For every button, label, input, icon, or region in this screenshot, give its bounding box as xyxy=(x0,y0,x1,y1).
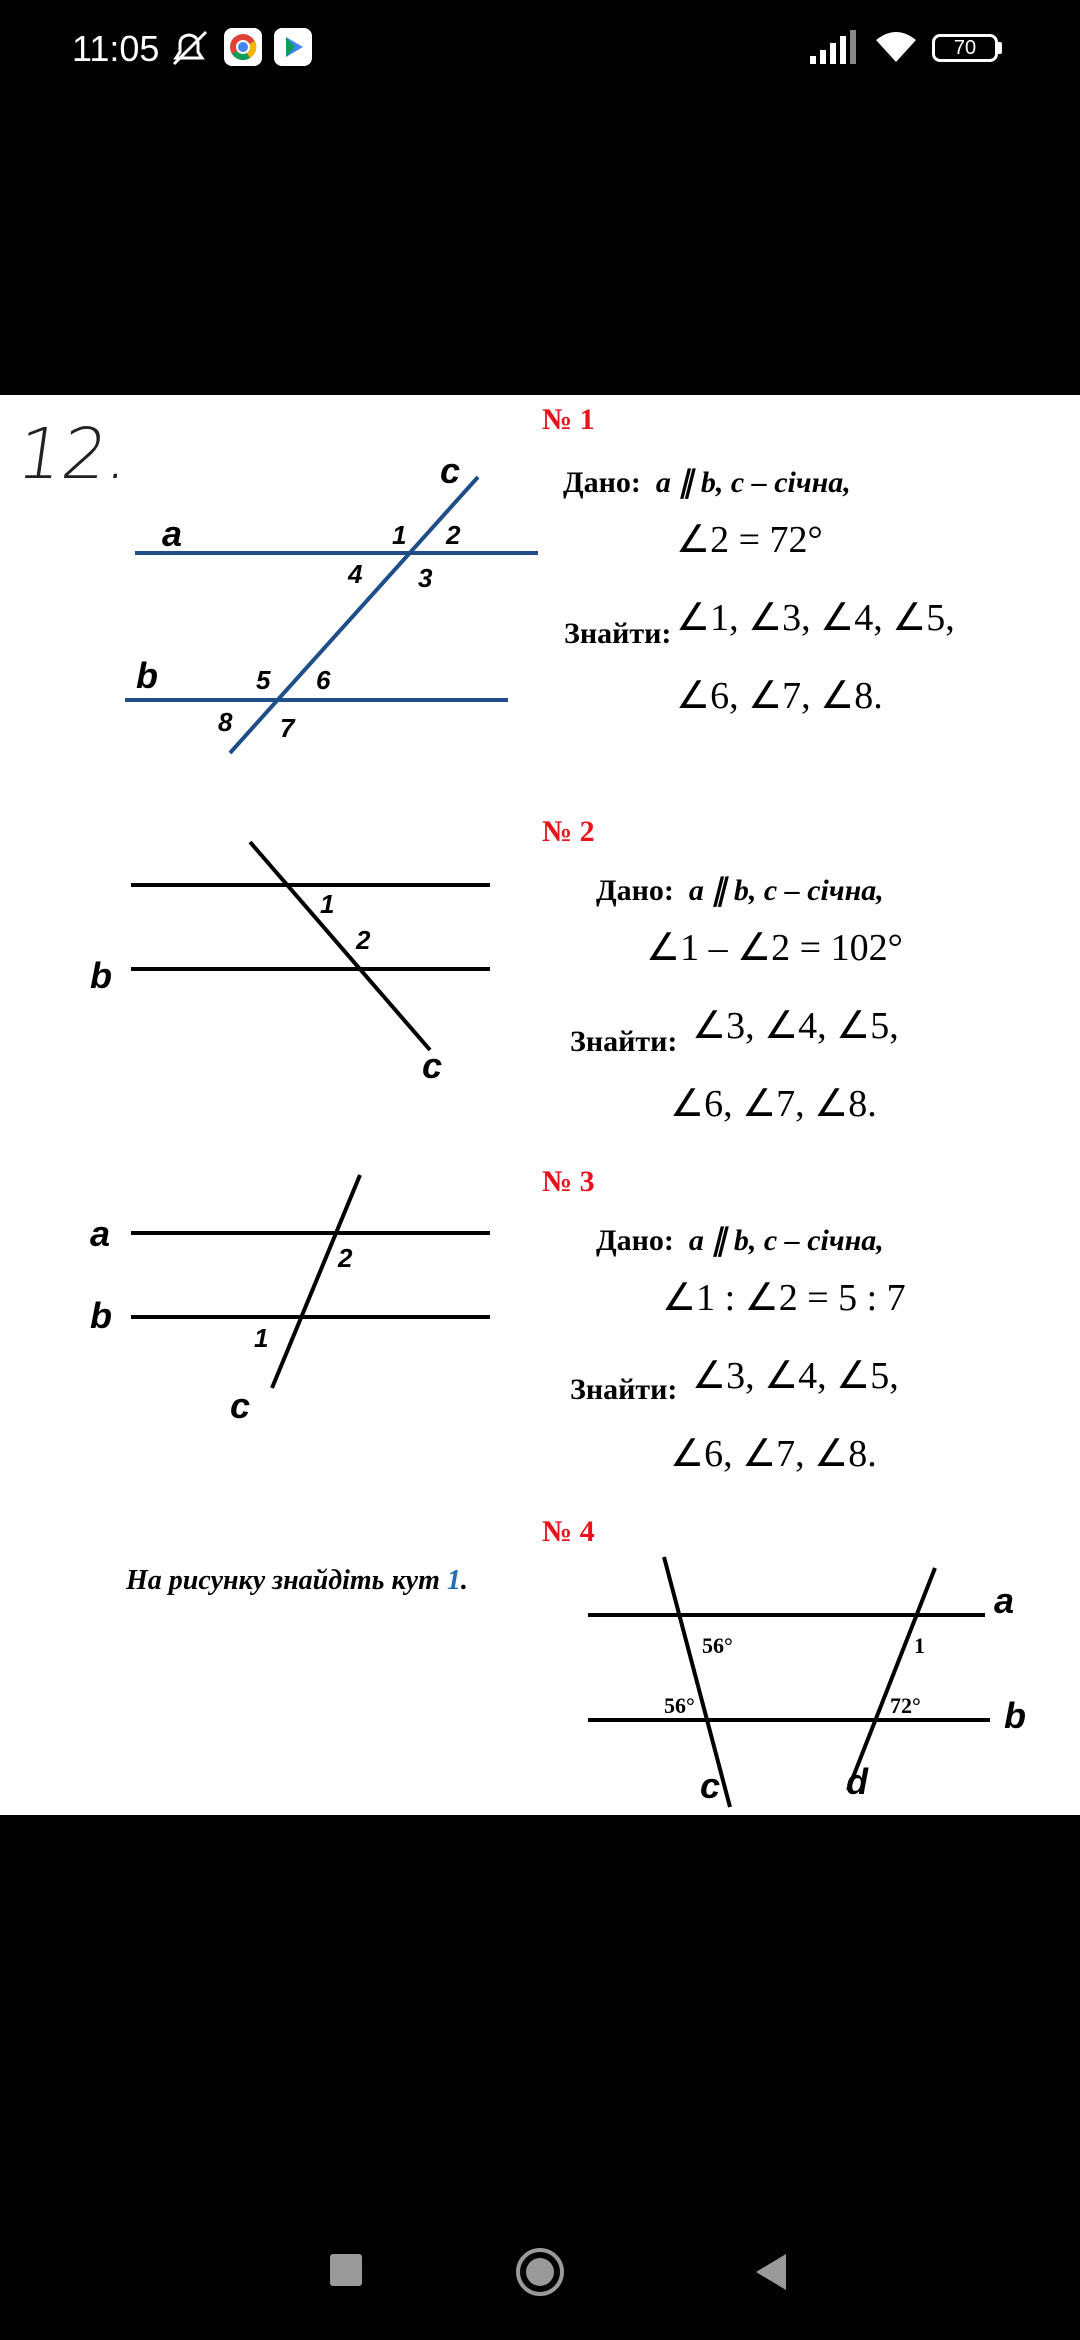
angle-72: 72° xyxy=(890,1693,921,1718)
problem-1-find-line2: ∠6, ∠7, ∠8. xyxy=(676,675,883,717)
label-c: c xyxy=(700,1765,721,1806)
angle-label-5: 5 xyxy=(256,665,271,695)
figure-1 xyxy=(125,477,538,753)
problem-3-find-line2: ∠6, ∠7, ∠8. xyxy=(670,1433,877,1475)
problem-1-find-label: Знайти: xyxy=(564,617,672,650)
problem-4-number: № 4 xyxy=(542,1515,595,1548)
given-text: a ∥ b, c – січна, xyxy=(688,874,884,907)
problem-2-given xyxy=(596,873,884,908)
figure-4 xyxy=(588,1557,990,1807)
problem-2-find-line1: ∠3, ∠4, ∠5, xyxy=(692,1005,899,1047)
angle-label-4: 4 xyxy=(348,559,363,589)
angle-label-2: 2 xyxy=(356,925,371,955)
problem-2-find-label: Знайти: xyxy=(570,1025,678,1058)
given-text: a ∥ b, c – січна, xyxy=(688,1224,884,1257)
label-c: c xyxy=(422,1045,443,1086)
problem-3-number: № 3 xyxy=(542,1165,595,1198)
back-button[interactable] xyxy=(752,2252,788,2292)
handwritten-number: 12. xyxy=(12,413,136,495)
label-b: b xyxy=(90,1295,112,1336)
angle-label-1: 1 xyxy=(392,520,407,550)
angle-label-1: 1 xyxy=(914,1633,925,1658)
figure-3 xyxy=(131,1175,490,1388)
problem-1-given-value: ∠2 = 72° xyxy=(676,519,823,561)
play-store-icon xyxy=(274,28,312,66)
battery-tip xyxy=(998,42,1002,54)
angle-56-bottom: 56° xyxy=(664,1693,695,1718)
line-d xyxy=(848,1568,935,1790)
angle-label-6: 6 xyxy=(316,665,331,695)
problem-4-task xyxy=(126,1565,468,1597)
signal-icon xyxy=(808,28,858,66)
problem-1-given xyxy=(563,465,851,500)
given-text: a ∥ b, c – січна, xyxy=(655,466,851,499)
label-b: b xyxy=(136,655,158,696)
angle-label-2: 2 xyxy=(338,1243,353,1273)
problem-3-given xyxy=(596,1223,884,1258)
recent-apps-button[interactable] xyxy=(328,2252,364,2288)
problem-2-given-value: ∠1 – ∠2 = 102° xyxy=(646,927,903,969)
label-b: b xyxy=(1004,1695,1026,1736)
angle-label-2: 2 xyxy=(446,520,461,550)
worksheet-image xyxy=(0,395,1080,1815)
problem-3-find-line1: ∠3, ∠4, ∠5, xyxy=(692,1355,899,1397)
line-c xyxy=(230,477,478,753)
figure-2 xyxy=(131,842,490,1050)
problem-3-find-label: Знайти: xyxy=(570,1373,678,1406)
line-c xyxy=(664,1557,730,1807)
label-d: d xyxy=(846,1761,868,1802)
task-angle-number: 1 xyxy=(446,1565,461,1596)
angle-label-8: 8 xyxy=(218,707,233,737)
label-b: b xyxy=(90,955,112,996)
problem-2-number: № 2 xyxy=(542,815,595,848)
task-end: . xyxy=(460,1565,468,1596)
angle-56-top: 56° xyxy=(702,1633,733,1658)
label-c: c xyxy=(440,450,461,491)
task-text: На рисунку знайдіть кут xyxy=(126,1565,447,1596)
angle-label-1: 1 xyxy=(254,1323,269,1353)
given-label: Дано: xyxy=(563,466,641,499)
given-label: Дано: xyxy=(596,874,674,907)
home-button[interactable] xyxy=(514,2246,566,2298)
notifications-muted-icon xyxy=(168,28,210,68)
label-a: a xyxy=(994,1580,1015,1621)
label-c: c xyxy=(230,1385,251,1426)
given-label: Дано: xyxy=(596,1224,674,1257)
angle-label-1: 1 xyxy=(320,889,335,919)
problem-3-given-value: ∠1 : ∠2 = 5 : 7 xyxy=(662,1277,906,1319)
angle-label-3: 3 xyxy=(418,563,433,593)
chrome-icon xyxy=(224,28,262,66)
angle-label-7: 7 xyxy=(280,713,295,743)
battery-indicator: 70 xyxy=(932,34,998,62)
problem-1-number: № 1 xyxy=(542,403,595,436)
label-a: a xyxy=(90,1213,111,1254)
status-bar xyxy=(0,0,1080,96)
line-c xyxy=(272,1175,360,1388)
problem-2-find-line2: ∠6, ∠7, ∠8. xyxy=(670,1083,877,1125)
status-time: 11:05 xyxy=(72,28,160,69)
line-c xyxy=(250,842,430,1050)
label-a: a xyxy=(162,513,183,554)
wifi-icon xyxy=(874,28,918,66)
problem-1-find-line1: ∠1, ∠3, ∠4, ∠5, xyxy=(676,597,955,639)
